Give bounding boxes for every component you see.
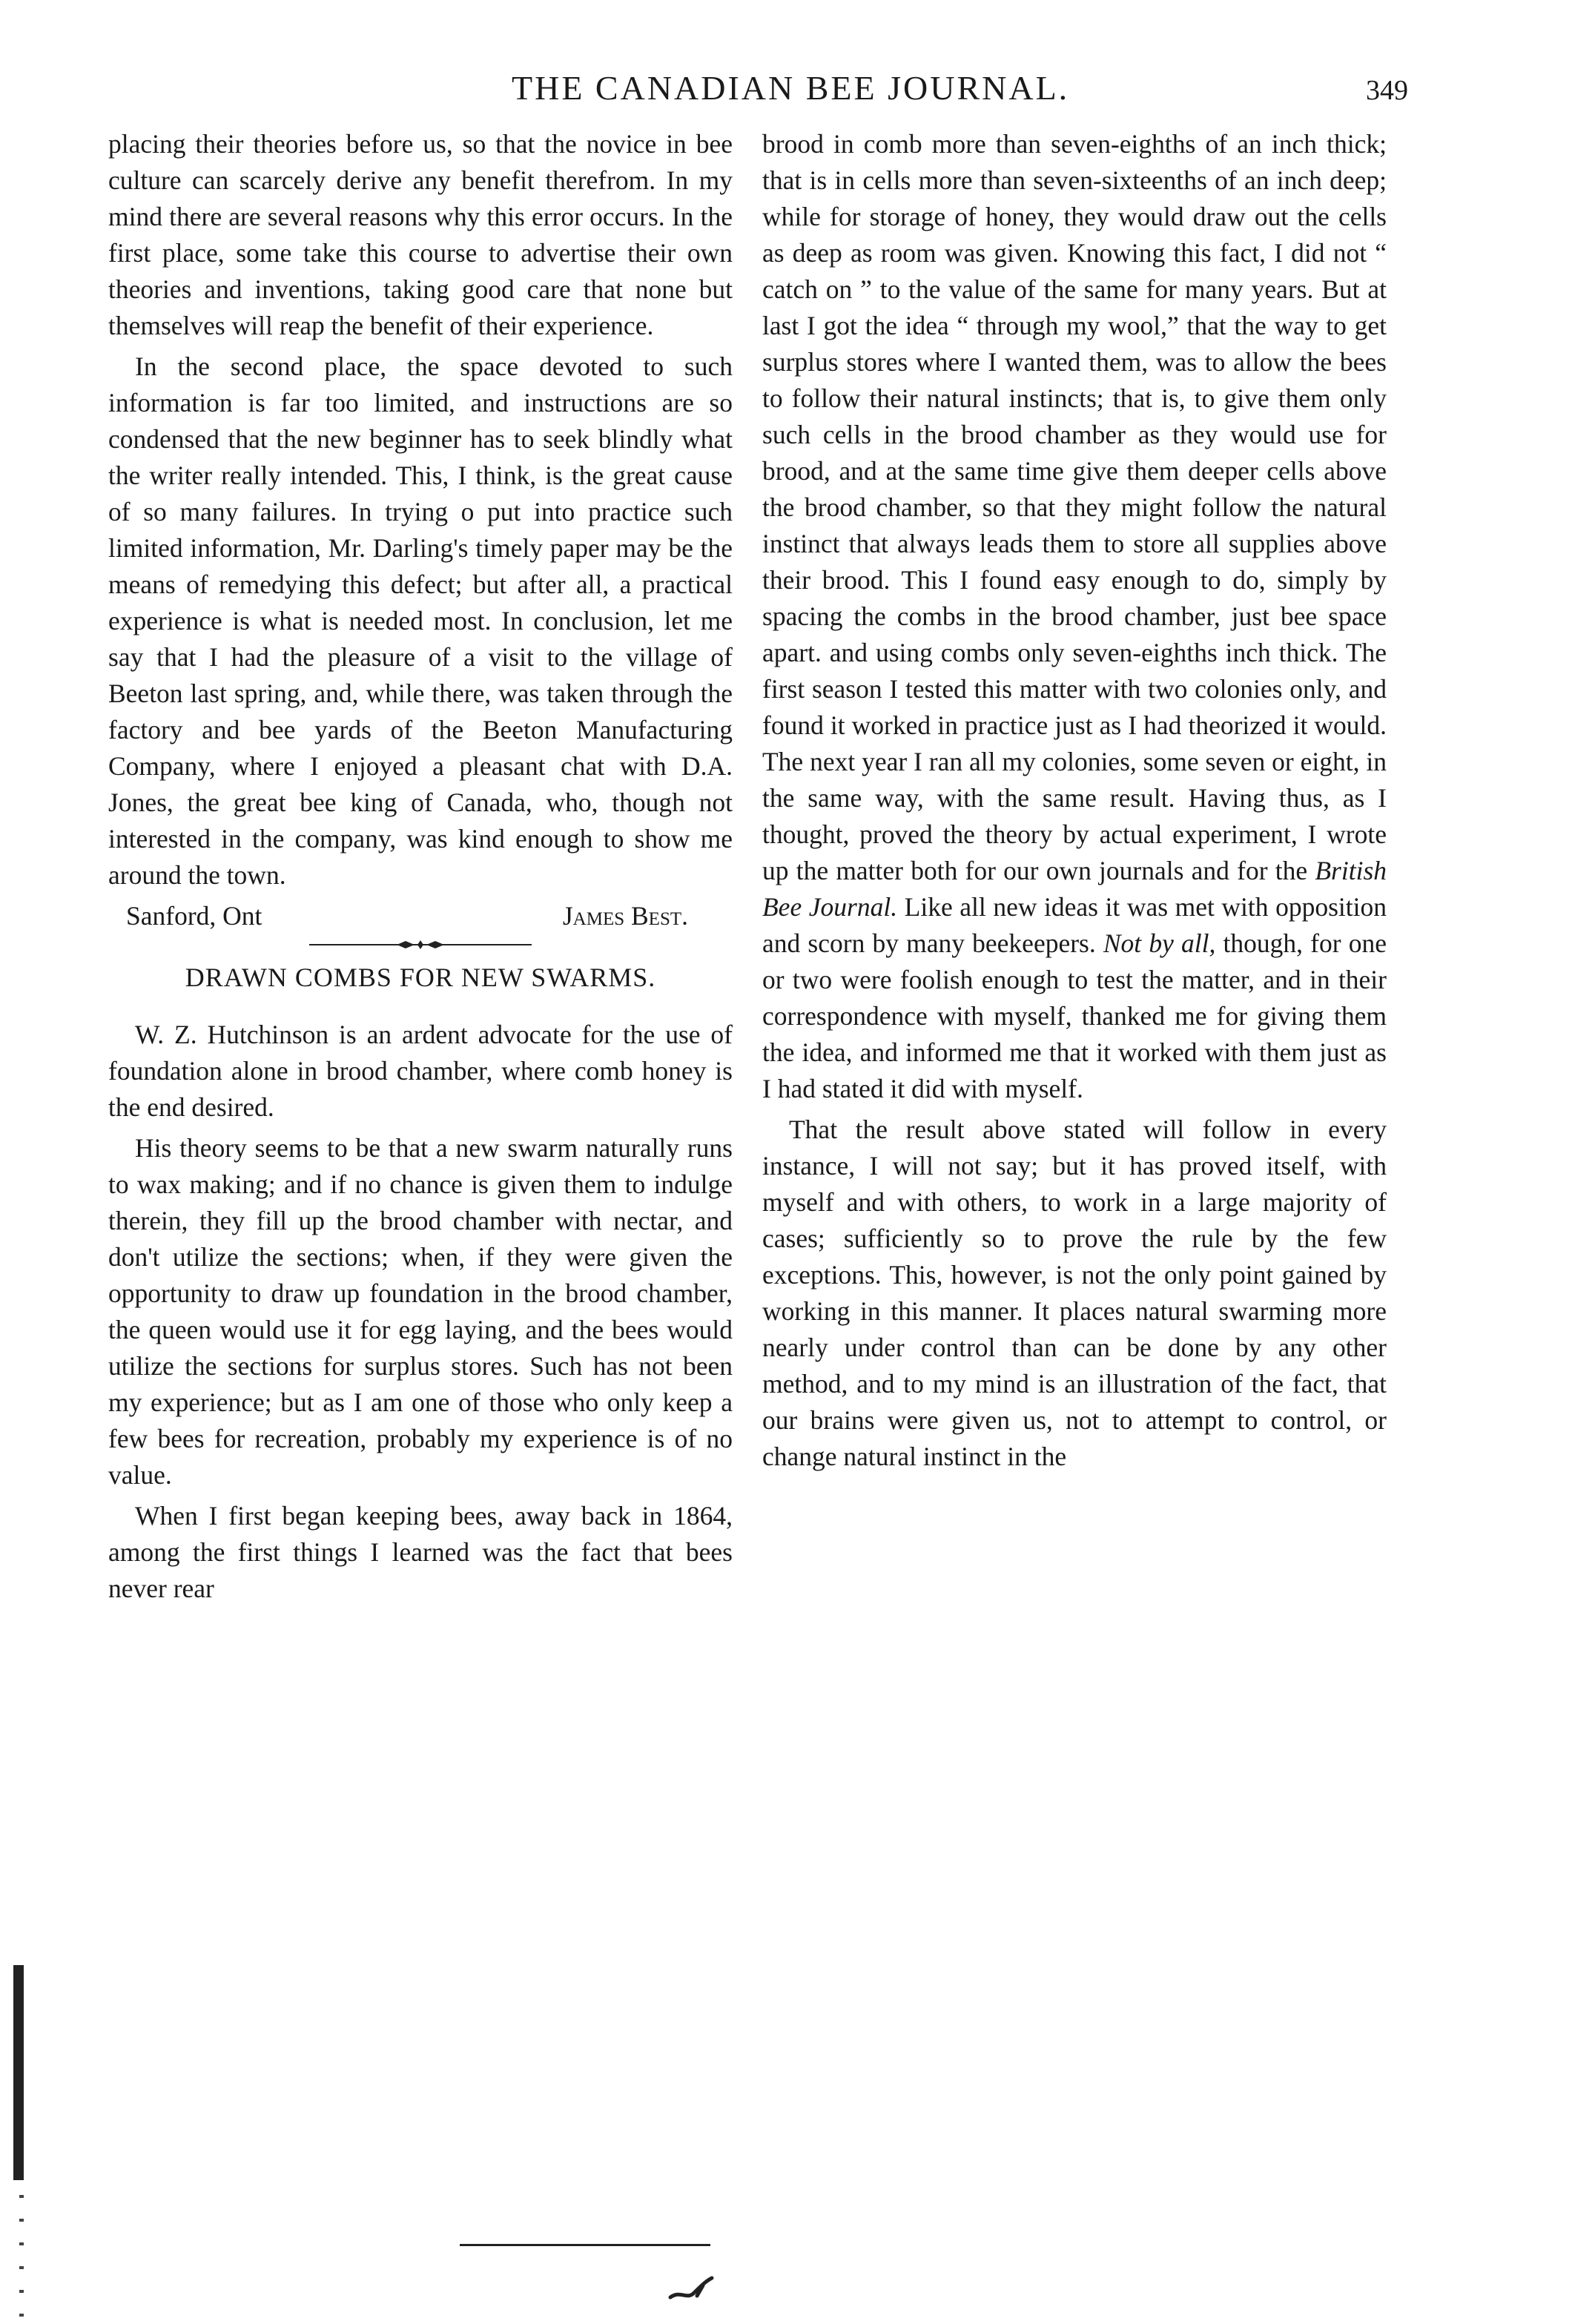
section-heading: DRAWN COMBS FOR NEW SWARMS. [185, 963, 656, 992]
left-paragraph-1: placing their theories before us, so that the novice in bee culture can scarcely derive any benefit therefrom. In my mind there are several reasons why this error occurs. In the first place, some take this course to advertise their own theories and inventions, taking good care that none but themselves will reap the benefit of their experience. [108, 129, 733, 340]
signoff-place: Sanford, Ont [126, 901, 262, 931]
underline-rule [460, 2244, 710, 2246]
left-paragraph-3: W. Z. Hutchinson is an ardent advocate for the use of foundation alone in brood chamber, where comb honey is the end desired. [108, 1020, 733, 1122]
margin-dots [19, 2195, 24, 2321]
right-column [762, 126, 1387, 1479]
right-paragraph-1 [762, 126, 1387, 1107]
left-paragraph-4: His theory seems to be that a new swarm naturally runs to wax making; and if no chance is given them to indulge therein, they fill up the brood chamber with nectar, and don't utilize the sections; when, if they were given the opportunity to draw up foundation in the brood chamber, the queen would use it for egg laying, and the bees would utilize the sections for surplus stores. Such has not been my experience; but as I am one of those who only keep a few bees for recreation, probably my experience is of no value. [108, 1133, 733, 1490]
emphasis-phrase: Not by all, [1095, 928, 1216, 958]
page-number: 349 [1366, 75, 1408, 106]
signoff-name: James Best. [562, 901, 688, 931]
right-paragraph-1-part-c: though, for one or two were foolish enough to test the matter, and in their correspondence with myself, thanked me for giving them the idea, and informed me that it worked with them just as I had stated it did with myself. [762, 928, 1387, 1103]
left-paragraph-5: When I first began keeping bees, away back in 1864, among the first things I learned was the fact that bees never rear [108, 1501, 733, 1603]
running-head [0, 68, 1572, 120]
left-paragraph-2: In the second place, the space devoted to such information is far too limited, and instructions are so condensed that the new beginner has to seek blindly what the writer really intended. This, I think, is the great cause of so many failures. In trying o put into practice such limited information, Mr. Darling's timely paper may be the means of remedying this defect; but after all, a practical experience is what is needed most. In conclusion, let me say that I had the pleasure of a visit to the village of Beeton last spring, and, while there, was taken through the factory and bee yards of the Beeton Manufacturing Company, where I enjoyed a pleasant chat with D.A. Jones, the great bee king of Canada, who, though not interested in the company, was kind enough to show me around the town. [108, 351, 733, 890]
signoff [108, 898, 733, 934]
right-paragraph-2: That the result above stated will follow in every instance, I will not say; but it has proved itself, with myself and with others, to work in a large majority of cases; sufficiently so to prove the rule by the few exceptions. This, however, is not the only point gained by working in this manner. It places natural swarming more nearly under control than can be done by any other method, and to my mind is an illustration of the fact, that our brains were given us, not to attempt to control, or change natural instinct in the [762, 1115, 1387, 1471]
margin-scan-mark [13, 1965, 24, 2180]
left-column [108, 126, 733, 1611]
journal-title: THE CANADIAN BEE JOURNAL. [512, 69, 1070, 107]
flourish-icon [667, 2275, 719, 2308]
section-divider [108, 939, 733, 951]
right-paragraph-1-part-b: Like all new ideas it was met with opposition and scorn by many beekeepers. [762, 892, 1387, 958]
journal-citation: British Bee Journal. [762, 856, 1387, 922]
right-paragraph-1-part-a: brood in comb more than seven-eighths of an inch thick; that is in cells more than seven-sixteenths of an inch deep; while for storage of honey, they would draw out the cells as deep as room was given. Knowing this fact, I did not “ catch on ” to the value of the same for many years. But at last I got the idea “ through my wool,” that the way to get surplus stores where I wanted them, was to allow the bees to follow their natural instincts; that is, to give them only such cells in the brood chamber as they would use for brood, and at the same time give them deeper cells above the brood chamber, so that they might follow the natural instinct that always leads them to store all supplies above their brood. This I found easy enough to do, simply by spacing the combs in the brood chamber, just bee space apart. and using combs only seven-eighths inch thick. The first season I tested this matter with two colonies only, and found it worked in practice just as I had theorized it would. The next year I ran all my colonies, some seven or eight, in the same way, with the same result. Having thus, as I thought, proved the theory by actual experiment, I wrote up the matter both for our own journals and for the [762, 129, 1387, 885]
